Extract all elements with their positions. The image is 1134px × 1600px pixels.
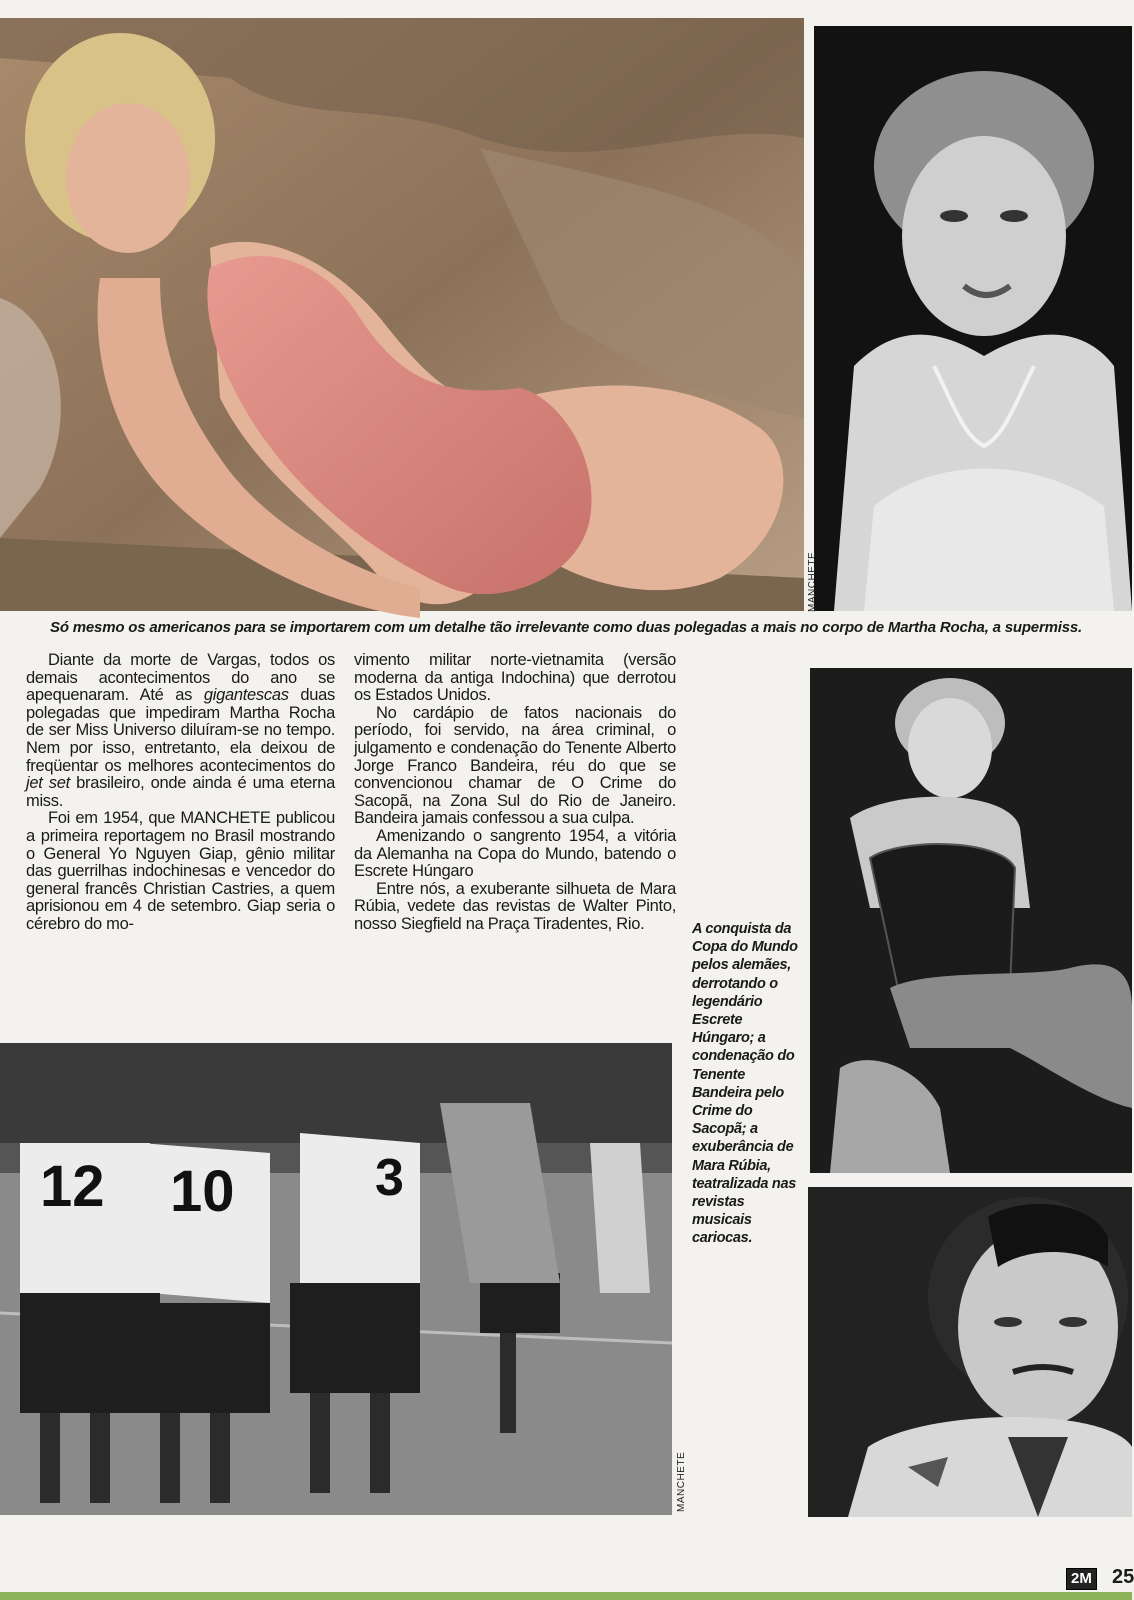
- bottom-rule: [0, 1592, 1132, 1600]
- photo-credit-top-right: MANCHETE: [807, 551, 818, 612]
- magazine-badge: 2M: [1066, 1568, 1097, 1590]
- article-paragraph: No cardápio de fatos nacionais do período, foi servido, na área criminal, o julgamento e condenação do Tenente Alberto Jorge Franco Bandeira, réu do que se convencionou chamar de O Crime do Sacopã, na Zona Sul do Rio de Janeiro. Bandeira jamais confessou a sua culpa.: [354, 703, 676, 828]
- photo-credit-football: MANCHETE: [676, 1451, 687, 1512]
- article-column-1: [26, 652, 335, 934]
- article-paragraph: vimento militar norte-vietnamita (versão moderna da antiga Indochina) que derrotou os Estados Unidos.: [354, 651, 676, 705]
- article-paragraph: Foi em 1954, que MANCHETE publicou a primeira reportagem no Brasil mostrando o General Yo Nguyen Giap, gênio militar das guerrilhas indochinesas e vencedor do general francês Christian Castries, a quem aprisionou em 4 de setembro. Giap seria o cérebro do mo-: [26, 809, 335, 933]
- jersey-number: 12: [40, 1154, 105, 1219]
- article-paragraph: Entre nós, a exuberante silhueta de Mara Rúbia, vedete das revistas de Walter Pinto, nosso Siegfield na Praça Tiradentes, Rio.: [354, 879, 676, 933]
- photo-tenente-bandeira: [808, 1187, 1132, 1517]
- article-paragraph: Diante da morte de Vargas, todos os demais acontecimentos do ano se apequenaram. Até as gigantescas duas polegadas que impediram Martha Rocha de ser Miss Universo diluíram-se no tempo. Nem por isso, entretanto, ela deixou de freqüentar os melhores acontecimentos do jet set brasileiro, onde ainda é uma eterna miss.: [26, 651, 336, 810]
- article-column-2: [354, 652, 676, 934]
- jersey-number: 3: [375, 1149, 404, 1207]
- top-photo-caption: Só mesmo os americanos para se importarem com um detalhe tão irrelevante como duas polegadas a mais no corpo de Martha Rocha, a supermiss.: [50, 619, 1082, 636]
- page-number: 25: [1112, 1566, 1134, 1588]
- article-paragraph: Amenizando o sangrento 1954, a vitória da Alemanha na Copa do Mundo, batendo o Escrete Húngaro: [354, 826, 676, 881]
- photo-world-cup-celebration: [0, 1043, 672, 1515]
- photo-swimsuit-model: [0, 18, 804, 611]
- side-caption: A conquista da Copa do Mundo pelos alemães, derrotando o legendário Escrete Húngaro; a condenação do Tenente Bandeira pelo Crime do Sacopã; a exuberância de Mara Rúbia, teatralizada nas revistas musicais cariocas.: [692, 921, 798, 1247]
- photo-martha-rocha: [814, 26, 1132, 611]
- photo-mara-rubia: [810, 668, 1132, 1173]
- jersey-number: 10: [170, 1159, 235, 1224]
